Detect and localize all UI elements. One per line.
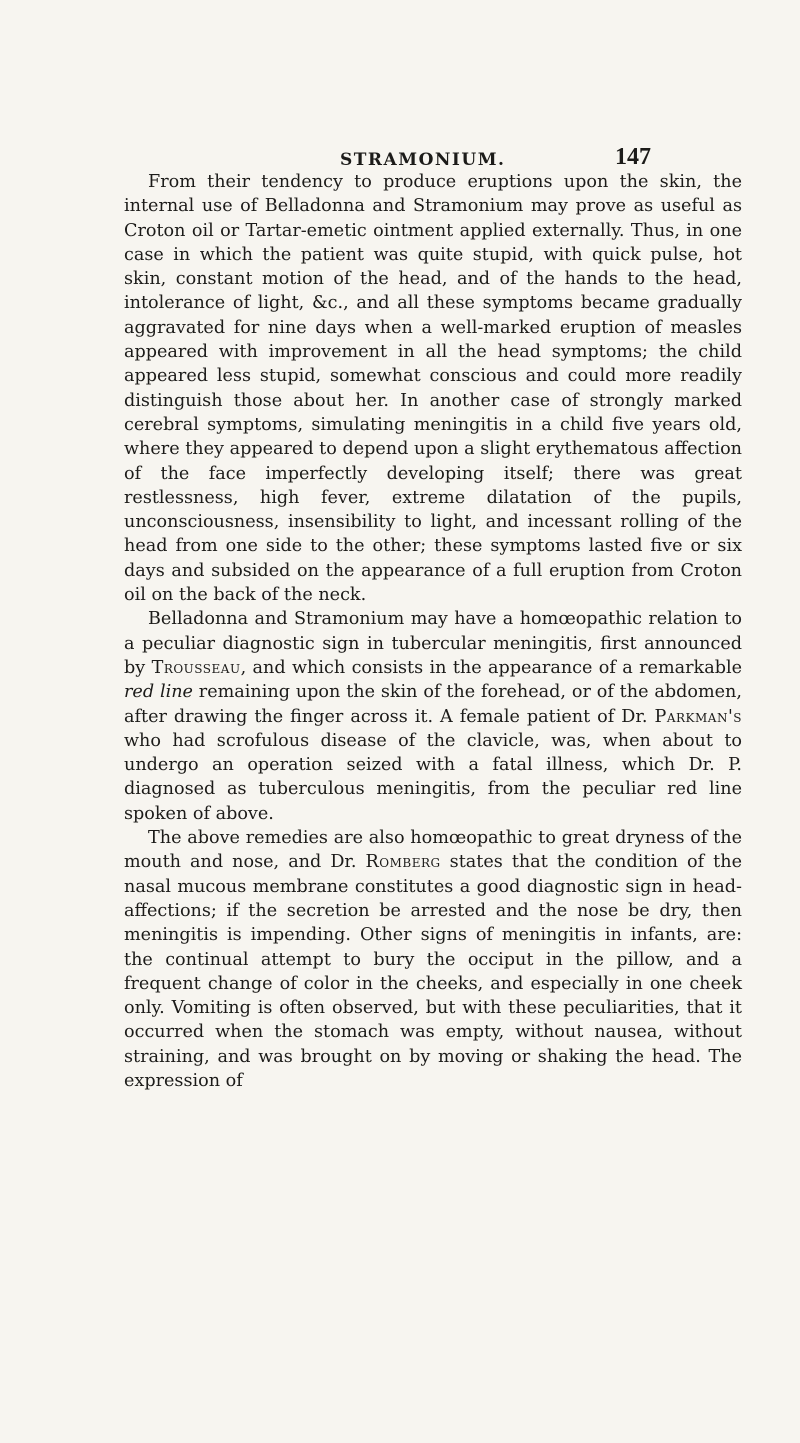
paragraph bbox=[124, 607, 742, 826]
page-number: 147 bbox=[615, 144, 651, 170]
body-text bbox=[124, 170, 742, 1093]
author-name-parkman: Parkman's bbox=[654, 706, 742, 727]
author-name-romberg: Romberg bbox=[365, 852, 441, 873]
paragraph-text: From their tendency to produce eruptions upon the skin, the internal use of Belladonna and Stramonium may prove as useful as Croton oil or Tartar-emetic ointment applied externally. Thus, in one case in which the patient was quite stupid, with quick pulse, hot skin, constant motion of the head, and of the hands to the head, intolerance of light, &c., and all these symptoms became gradually aggravated for nine days when a well-marked eruption of measles appeared with improvement in all the head symptoms; the child appeared less stupid, somewhat conscious and could more readily distinguish those about her. In another case of strongly marked cerebral symptoms, simulating meningitis in a child five years old, where they appeared to depend upon a slight erythematous affection of the face imperfectly developing itself; there was great restlessness, high fever, extreme dilatation of the pupils, unconsciousness, insensibility to light, and incessant rolling of the head from one side to the other; these symptoms lasted five or six days and subsided on the appearance of a full eruption from Croton oil on the back of the neck. bbox=[124, 172, 742, 606]
paragraph-text: remaining upon the skin of the forehead, or of the abdomen, after drawing the finger across it. A female patient of Dr. bbox=[124, 682, 742, 727]
paragraph bbox=[124, 826, 742, 1093]
paragraph-text: states that the condition of the nasal mucous membrane constitutes a good diagnostic sign in head-affections; if the secretion be arrested and the nose be dry, then meningitis is impending. Other signs of meningitis in infants, are: the continual attempt to bury the occiput in the pillow, and a frequent change of color in the cheeks, and especially in one cheek only. Vomiting is often observed, but with these peculiarities, that it occurred when the stomach was empty, without nausea, without straining, and was brought on by moving or shaking the head. The expression of bbox=[124, 852, 742, 1091]
running-title: STRAMONIUM. bbox=[340, 150, 506, 170]
author-name-trousseau: Trousseau bbox=[151, 657, 241, 678]
paragraph bbox=[124, 170, 742, 607]
paragraph-text: , and which consists in the appearance of a remarkable bbox=[240, 657, 742, 678]
paragraph-text: who had scrofulous disease of the clavicle, was, when about to undergo an operation seized with a fatal illness, which Dr. P. diagnosed as tuberculous meningitis, from the peculiar red line spoken of above. bbox=[124, 730, 742, 824]
italic-term: red line bbox=[124, 682, 193, 703]
paragraph-text: Belladonna and Stramonium may have a homœopathic relation to a peculiar diagnostic sign in tubercular meningitis, first announced by bbox=[124, 609, 742, 678]
paragraph-text: The above remedies are also homœopathic to great dryness of the mouth and nose, and Dr. bbox=[124, 828, 742, 873]
